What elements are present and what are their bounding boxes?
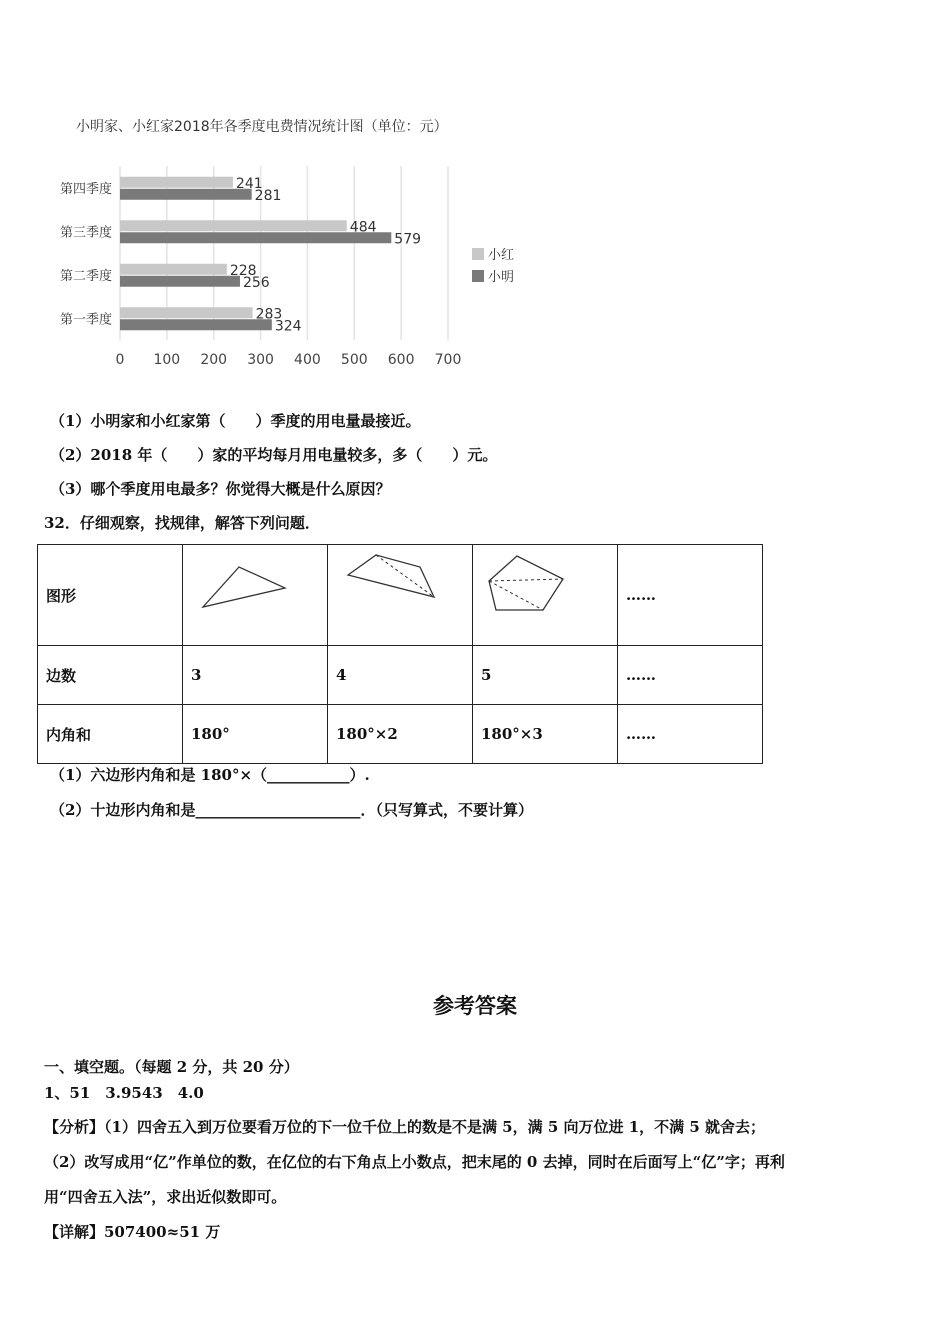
row-label-sides: 边数 bbox=[38, 646, 183, 705]
data-label: 281 bbox=[254, 187, 282, 204]
ellipsis-cell: …… bbox=[618, 545, 763, 646]
bar bbox=[120, 189, 252, 200]
sides-triangle: 3 bbox=[183, 646, 328, 705]
bar bbox=[120, 307, 253, 318]
quadrilateral-figure bbox=[328, 545, 473, 646]
analysis-line-3: 用“四舍五入法”，求出近似数即可。 bbox=[44, 1188, 287, 1206]
category-label: 第二季度 bbox=[59, 268, 112, 284]
x-tick-label: 100 bbox=[153, 352, 181, 368]
ellipsis-cell: …… bbox=[618, 705, 763, 764]
triangle-figure bbox=[183, 545, 328, 646]
legend-swatch bbox=[472, 248, 484, 260]
x-tick-label: 300 bbox=[247, 352, 274, 368]
bar bbox=[120, 319, 272, 330]
angle-sum-triangle: 180° bbox=[183, 705, 328, 764]
x-tick-label: 200 bbox=[200, 352, 228, 368]
bar bbox=[120, 220, 347, 231]
question-3: （3）哪个季度用电最多？你觉得大概是什么原因？ bbox=[50, 480, 391, 498]
detail: 【详解】507400≈51 万 bbox=[44, 1223, 221, 1241]
polygon-table bbox=[37, 544, 763, 764]
angle-sum-pentagon: 180°×3 bbox=[473, 705, 618, 764]
sub-question-1: （1）六边形内角和是 180°×（___________）. bbox=[50, 766, 370, 784]
answers-section: 一、填空题。（每题 2 分，共 20 分） bbox=[44, 1058, 299, 1076]
bar bbox=[120, 264, 227, 275]
analysis-line-2: （2）改写成用“亿”作单位的数，在亿位的右下角点上小数点，把末尾的 0 去掉，同时在后面写上“亿”字；再利 bbox=[44, 1153, 785, 1171]
answers-title: 参考答案 bbox=[433, 994, 517, 1018]
answer-1: 1、51 3.9543 4.0 bbox=[44, 1084, 204, 1102]
row-label-angle-sum: 内角和 bbox=[38, 705, 183, 764]
question-1: （1）小明家和小红家第（ ）季度的用电量最接近。 bbox=[50, 412, 421, 430]
x-tick-label: 600 bbox=[387, 352, 415, 368]
category-label: 第一季度 bbox=[59, 312, 112, 328]
chart-title: 小明家、小红家2018年各季度电费情况统计图（单位：元） bbox=[76, 119, 448, 135]
data-label: 228 bbox=[229, 262, 257, 279]
x-tick-label: 0 bbox=[115, 352, 125, 368]
legend-label: 小红 bbox=[488, 248, 515, 263]
data-label: 324 bbox=[274, 318, 302, 335]
sides-quadrilateral: 4 bbox=[328, 646, 473, 705]
x-tick-label: 700 bbox=[434, 352, 462, 368]
angle-sum-quadrilateral: 180°×2 bbox=[328, 705, 473, 764]
x-tick-label: 400 bbox=[294, 352, 321, 368]
row-label-shape: 图形 bbox=[38, 545, 183, 646]
bar bbox=[120, 177, 233, 188]
legend-label: 小明 bbox=[488, 270, 515, 285]
bar bbox=[120, 276, 240, 287]
sides-pentagon: 5 bbox=[473, 646, 618, 705]
bar-chart bbox=[0, 150, 560, 380]
sub-question-2: （2）十边形内角和是______________________．（只写算式，不要计算） bbox=[50, 801, 533, 819]
legend-swatch bbox=[472, 270, 484, 282]
analysis: 【分析】（1）四舍五入到万位要看万位的下一位千位上的数是不是满 5，满 5 向万位进 1，不满 5 就舍去； bbox=[44, 1118, 766, 1136]
ellipsis-cell: …… bbox=[618, 646, 763, 705]
question-2: （2）2018 年（ ）家的平均每月用电量较多，多（ ）元。 bbox=[50, 446, 498, 464]
data-label: 256 bbox=[242, 274, 270, 291]
category-label: 第四季度 bbox=[59, 181, 112, 197]
problem-32: 32．仔细观察，找规律，解答下列问题． bbox=[44, 514, 320, 532]
data-label: 283 bbox=[255, 306, 283, 323]
data-label: 241 bbox=[235, 175, 263, 192]
x-tick-label: 500 bbox=[340, 352, 368, 368]
pentagon-figure bbox=[473, 545, 618, 646]
data-label: 579 bbox=[394, 231, 422, 248]
data-label: 484 bbox=[349, 219, 377, 236]
category-label: 第三季度 bbox=[59, 225, 112, 241]
